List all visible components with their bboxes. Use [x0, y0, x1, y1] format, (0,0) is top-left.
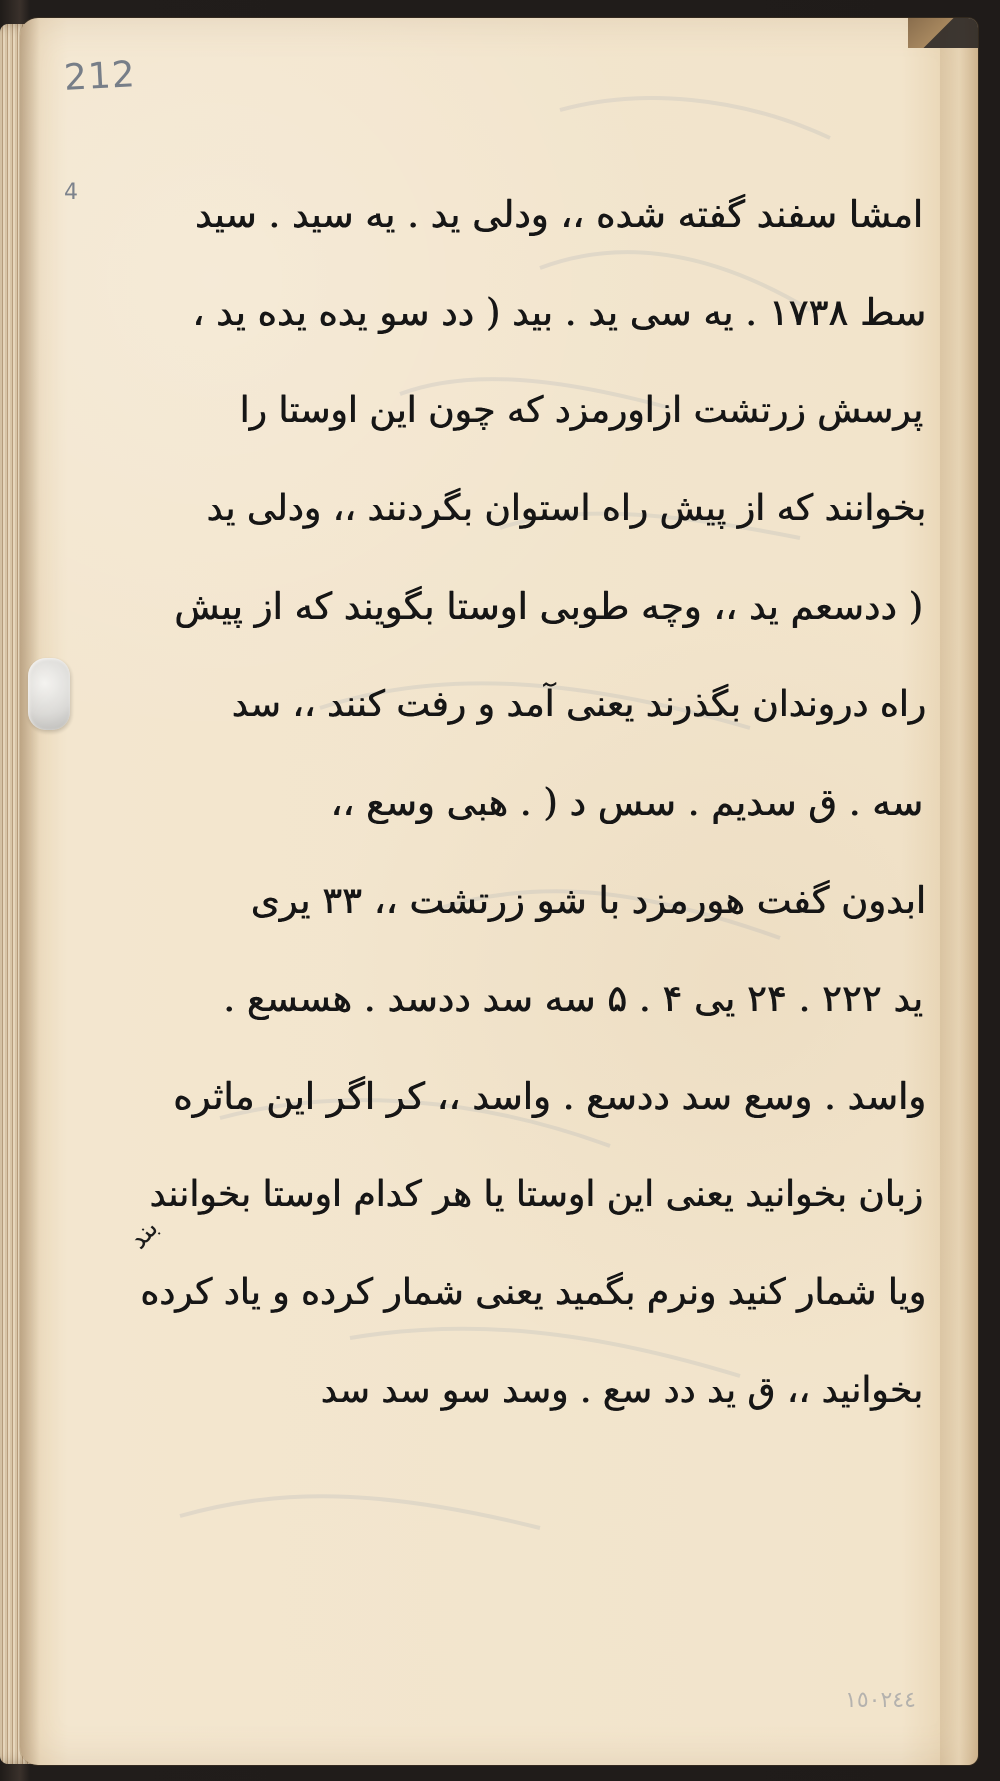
text-line-5: ( ددسعم ید ،، وچه طوبی اوستا بگویند که از پیش [174, 585, 923, 628]
text-line-13: بخوانید ،، ق ید دد سع . وسد سو سد سد [320, 1370, 923, 1411]
text-line-9: ید ۲۲۲ . ۲۴ یی ۴ . ۵ سه سد ددسد . هسسع . [223, 977, 923, 1020]
text-line-1: امشا سفند گفته شده ،، ودلی ید . یه سید . سید [194, 193, 923, 236]
binding-shadow [20, 18, 40, 1765]
page-edge [940, 18, 978, 1765]
text-line-3: پرسش زرتشت ازاورمزد که چون این اوستا را [239, 390, 923, 431]
manuscript-page [20, 18, 978, 1765]
text-line-10: واسد . وسع سد ددسع . واسد ،، کر اگر این ماثره [173, 1075, 926, 1118]
folio-number: 212 [62, 54, 137, 99]
text-line-6: راه دروندان بگذرند یعنی آمد و رفت کنند ،، سد [231, 684, 926, 725]
manuscript-text-block [112, 166, 926, 1440]
text-line-8: ابدون گفت هورمزد با شو زرتشت ،، ۳۳ یری [250, 879, 926, 922]
margin-note: بند [123, 1213, 165, 1256]
text-line-12: ویا شمار کنید ونرم بگمید یعنی شمار کرده و یاد کرده [140, 1272, 926, 1313]
text-line-11: زبان بخوانید یعنی این اوستا یا هر کدام اوستا بخوانند [149, 1174, 923, 1215]
margin-marker: 4 [64, 180, 78, 205]
faint-bottom-note: ۱٥٠۲٤٤ [845, 1688, 916, 1713]
top-corner-strip [908, 18, 978, 48]
text-line-2: سط ۱۷۳۸ . یه سی ید . بید ( دد سو یده یده ید ، [192, 291, 926, 334]
page-clip [28, 658, 70, 730]
text-line-7: سه . ق سدیم . سس د ( . هبی وسع ،، [330, 781, 923, 824]
text-line-4: بخوانند که از پیش راه استوان بگردنند ،، ودلی ید [206, 488, 926, 529]
